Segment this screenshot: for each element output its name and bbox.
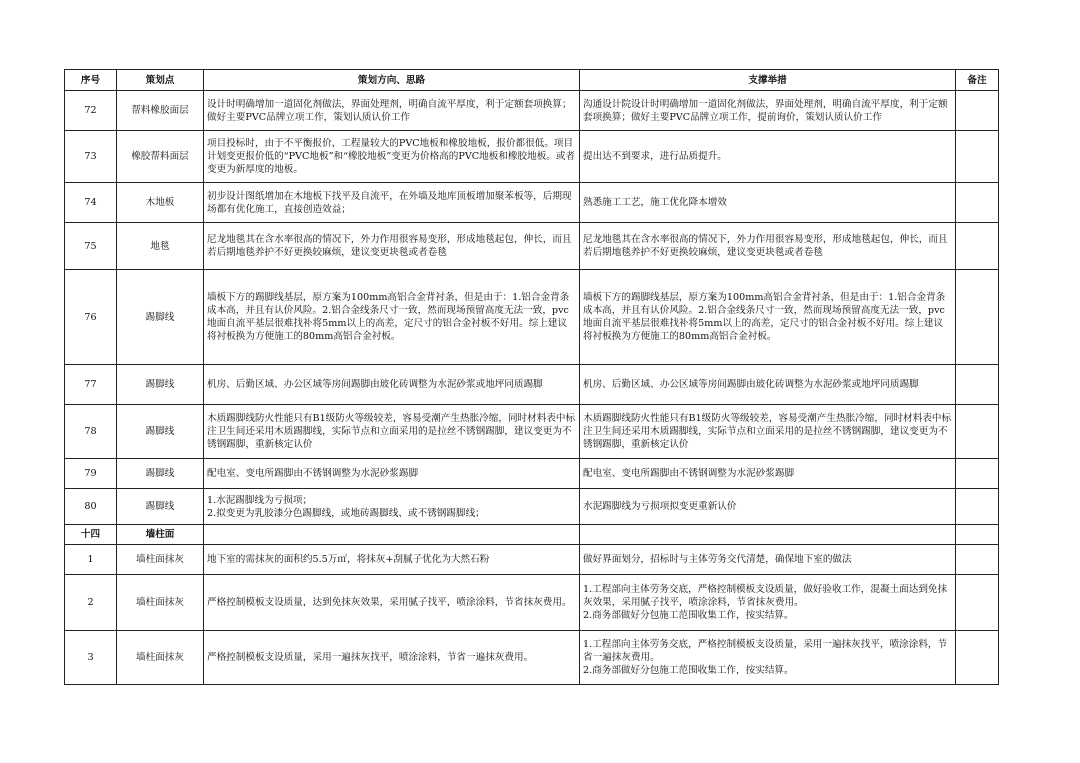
row-no: 75 bbox=[65, 223, 117, 270]
row-note bbox=[956, 183, 999, 223]
row-measure: 1.工程部向主体劳务交底，严格控制模板支设质量，采用一遍抹灰找平，喷涂涂料，节省一遍抹灰费用。 2.商务部做好分包施工范围收集工作，按实结算。 bbox=[580, 631, 956, 685]
section-empty-idea bbox=[204, 525, 580, 545]
row-measure: 熟悉施工工艺，施工优化降本增效 bbox=[580, 183, 956, 223]
row-no: 2 bbox=[65, 575, 117, 631]
row-note bbox=[956, 365, 999, 405]
section-row bbox=[65, 525, 999, 545]
row-idea: 初步设计图纸增加在木地板下找平及自流平，在外墙及地库顶板增加聚苯板等，后期现场都有优化施工，直接创造效益； bbox=[204, 183, 580, 223]
row-no: 74 bbox=[65, 183, 117, 223]
table-row bbox=[65, 365, 999, 405]
row-measure: 配电室、变电所踢脚由不锈钢调整为水泥砂浆踢脚 bbox=[580, 459, 956, 489]
row-point: 墙柱面抹灰 bbox=[117, 545, 204, 575]
row-note bbox=[956, 489, 999, 525]
row-no: 1 bbox=[65, 545, 117, 575]
col-header-note: 备注 bbox=[956, 70, 999, 91]
row-no: 73 bbox=[65, 131, 117, 183]
row-note bbox=[956, 131, 999, 183]
row-no: 72 bbox=[65, 91, 117, 131]
table-row bbox=[65, 91, 999, 131]
row-idea: 配电室、变电所踢脚由不锈钢调整为水泥砂浆踢脚 bbox=[204, 459, 580, 489]
row-idea: 机房、后勤区域、办公区域等房间踢脚由玻化砖调整为水泥砂浆或地坪同质踢脚 bbox=[204, 365, 580, 405]
row-measure: 尼龙地毯其在含水率很高的情况下，外力作用很容易变形，形成地毯起包，伸长，而且若后期地毯养护不好更换较麻烦，建议变更块毯或者卷毯 bbox=[580, 223, 956, 270]
row-no: 3 bbox=[65, 631, 117, 685]
row-point: 地毯 bbox=[117, 223, 204, 270]
section-empty-measure bbox=[580, 525, 956, 545]
row-no: 78 bbox=[65, 405, 117, 459]
row-measure: 墙板下方的踢脚线基层，原方案为100mm高铝合金背衬条，但是由于：1.铝合金背条成本高，并且有认价风险。2.铝合金线条尺寸一致，然而现场预留高度无法一致，pvc地面自流平基层很难找补将5mm以上的高差，定尺寸的铝合金衬板不好用。综上建议将衬板换为方便施工的80mm高铝合金衬板。 bbox=[580, 270, 956, 365]
planning-table bbox=[64, 69, 999, 685]
row-measure: 1.工程部向主体劳务交底，严格控制模板支设质量，做好验收工作，混凝土面达到免抹灰效果，采用腻子找平，喷涂涂料，节省抹灰费用。 2.商务部做好分包施工范围收集工作，按实结算。 bbox=[580, 575, 956, 631]
row-note bbox=[956, 405, 999, 459]
row-measure: 木质踢脚线防火性能只有B1级防火等级较差，容易受潮产生热胀冷缩，同时材料表中标注卫生间还采用木质踢脚线，实际节点和立面采用的是拉丝不锈钢踢脚，建议变更为不锈钢踢脚，重新核定认价 bbox=[580, 405, 956, 459]
section-no: 十四 bbox=[65, 525, 117, 545]
row-idea: 尼龙地毯其在含水率很高的情况下，外力作用很容易变形，形成地毯起包，伸长，而且若后期地毯养护不好更换较麻烦，建议变更块毯或者卷毯 bbox=[204, 223, 580, 270]
table-row bbox=[65, 631, 999, 685]
row-measure: 沟通设计院设计时明确增加一道固化剂做法，界面处理剂，明确自流平厚度，利于定额套项换算；做好主要PVC品牌立项工作，提前询价，策划认质认价工作 bbox=[580, 91, 956, 131]
row-note bbox=[956, 545, 999, 575]
row-note bbox=[956, 223, 999, 270]
row-point: 木地板 bbox=[117, 183, 204, 223]
table-row bbox=[65, 405, 999, 459]
row-point: 墙柱面抹灰 bbox=[117, 575, 204, 631]
row-point: 帮料橡胶面层 bbox=[117, 91, 204, 131]
row-no: 79 bbox=[65, 459, 117, 489]
table-row bbox=[65, 575, 999, 631]
row-point: 踢脚线 bbox=[117, 270, 204, 365]
row-point: 踢脚线 bbox=[117, 459, 204, 489]
row-idea: 设计时明确增加一道固化剂做法，界面处理剂，明确自流平厚度，利于定额套项换算；做好主要PVC品牌立项工作，策划认质认价工作 bbox=[204, 91, 580, 131]
row-measure: 做好界面划分，招标时与主体劳务交代清楚，确保地下室的做法 bbox=[580, 545, 956, 575]
table-row bbox=[65, 131, 999, 183]
row-note bbox=[956, 270, 999, 365]
row-measure: 提出达不到要求，进行品质提升。 bbox=[580, 131, 956, 183]
row-idea: 严格控制模板支设质量，达到免抹灰效果，采用腻子找平，喷涂涂料，节省抹灰费用。 bbox=[204, 575, 580, 631]
row-note bbox=[956, 459, 999, 489]
table-row bbox=[65, 183, 999, 223]
row-idea: 项目投标时，由于不平衡报价，工程量较大的PVC地板和橡胶地板，报价都很低。项目计划变更报价低的“PVC地板”和“橡胶地板”变更为价格高的PVC地板和橡胶地板。或者变更为新厚度的地板。 bbox=[204, 131, 580, 183]
table-row bbox=[65, 545, 999, 575]
table-row bbox=[65, 223, 999, 270]
row-point: 踢脚线 bbox=[117, 365, 204, 405]
row-note bbox=[956, 575, 999, 631]
col-header-idea: 策划方向、思路 bbox=[204, 70, 580, 91]
row-idea: 地下室的需抹灰的面积约5.5万㎡，将抹灰+刮腻子优化为大然石粉 bbox=[204, 545, 580, 575]
row-idea: 墙板下方的踢脚线基层，原方案为100mm高铝合金背衬条，但是由于：1.铝合金背条成本高，并且有认价风险。2.铝合金线条尺寸一致，然而现场预留高度无法一致，pvc地面自流平基层很难找补将5mm以上的高差，定尺寸的铝合金衬板不好用。综上建议将衬板换为方便施工的80mm高铝合金衬板。 bbox=[204, 270, 580, 365]
row-point: 踢脚线 bbox=[117, 405, 204, 459]
col-header-measure: 支撑举措 bbox=[580, 70, 956, 91]
table-row bbox=[65, 459, 999, 489]
row-point: 墙柱面抹灰 bbox=[117, 631, 204, 685]
row-measure: 机房、后勤区域、办公区域等房间踢脚由玻化砖调整为水泥砂浆或地坪同质踢脚 bbox=[580, 365, 956, 405]
row-idea: 1.水泥踢脚线为亏损项； 2.拟变更为乳胶漆分色踢脚线，或地砖踢脚线、或不锈钢踢脚线； bbox=[204, 489, 580, 525]
header-row bbox=[65, 70, 999, 91]
row-point: 踢脚线 bbox=[117, 489, 204, 525]
section-empty-note bbox=[956, 525, 999, 545]
row-note bbox=[956, 91, 999, 131]
row-no: 77 bbox=[65, 365, 117, 405]
row-note bbox=[956, 631, 999, 685]
row-no: 76 bbox=[65, 270, 117, 365]
row-no: 80 bbox=[65, 489, 117, 525]
row-idea: 严格控制模板支设质量，采用一遍抹灰找平，喷涂涂料，节省一遍抹灰费用。 bbox=[204, 631, 580, 685]
col-header-no: 序号 bbox=[65, 70, 117, 91]
section-title: 墙柱面 bbox=[117, 525, 204, 545]
table-row bbox=[65, 270, 999, 365]
table-row bbox=[65, 489, 999, 525]
row-idea: 木质踢脚线防火性能只有B1级防火等级较差，容易受潮产生热胀冷缩，同时材料表中标注卫生间还采用木质踢脚线，实际节点和立面采用的是拉丝不锈钢踢脚，建议变更为不锈钢踢脚，重新核定认价 bbox=[204, 405, 580, 459]
row-measure: 水泥踢脚线为亏损项拟变更重新认价 bbox=[580, 489, 956, 525]
row-point: 橡胶帮料面层 bbox=[117, 131, 204, 183]
col-header-point: 策划点 bbox=[117, 70, 204, 91]
